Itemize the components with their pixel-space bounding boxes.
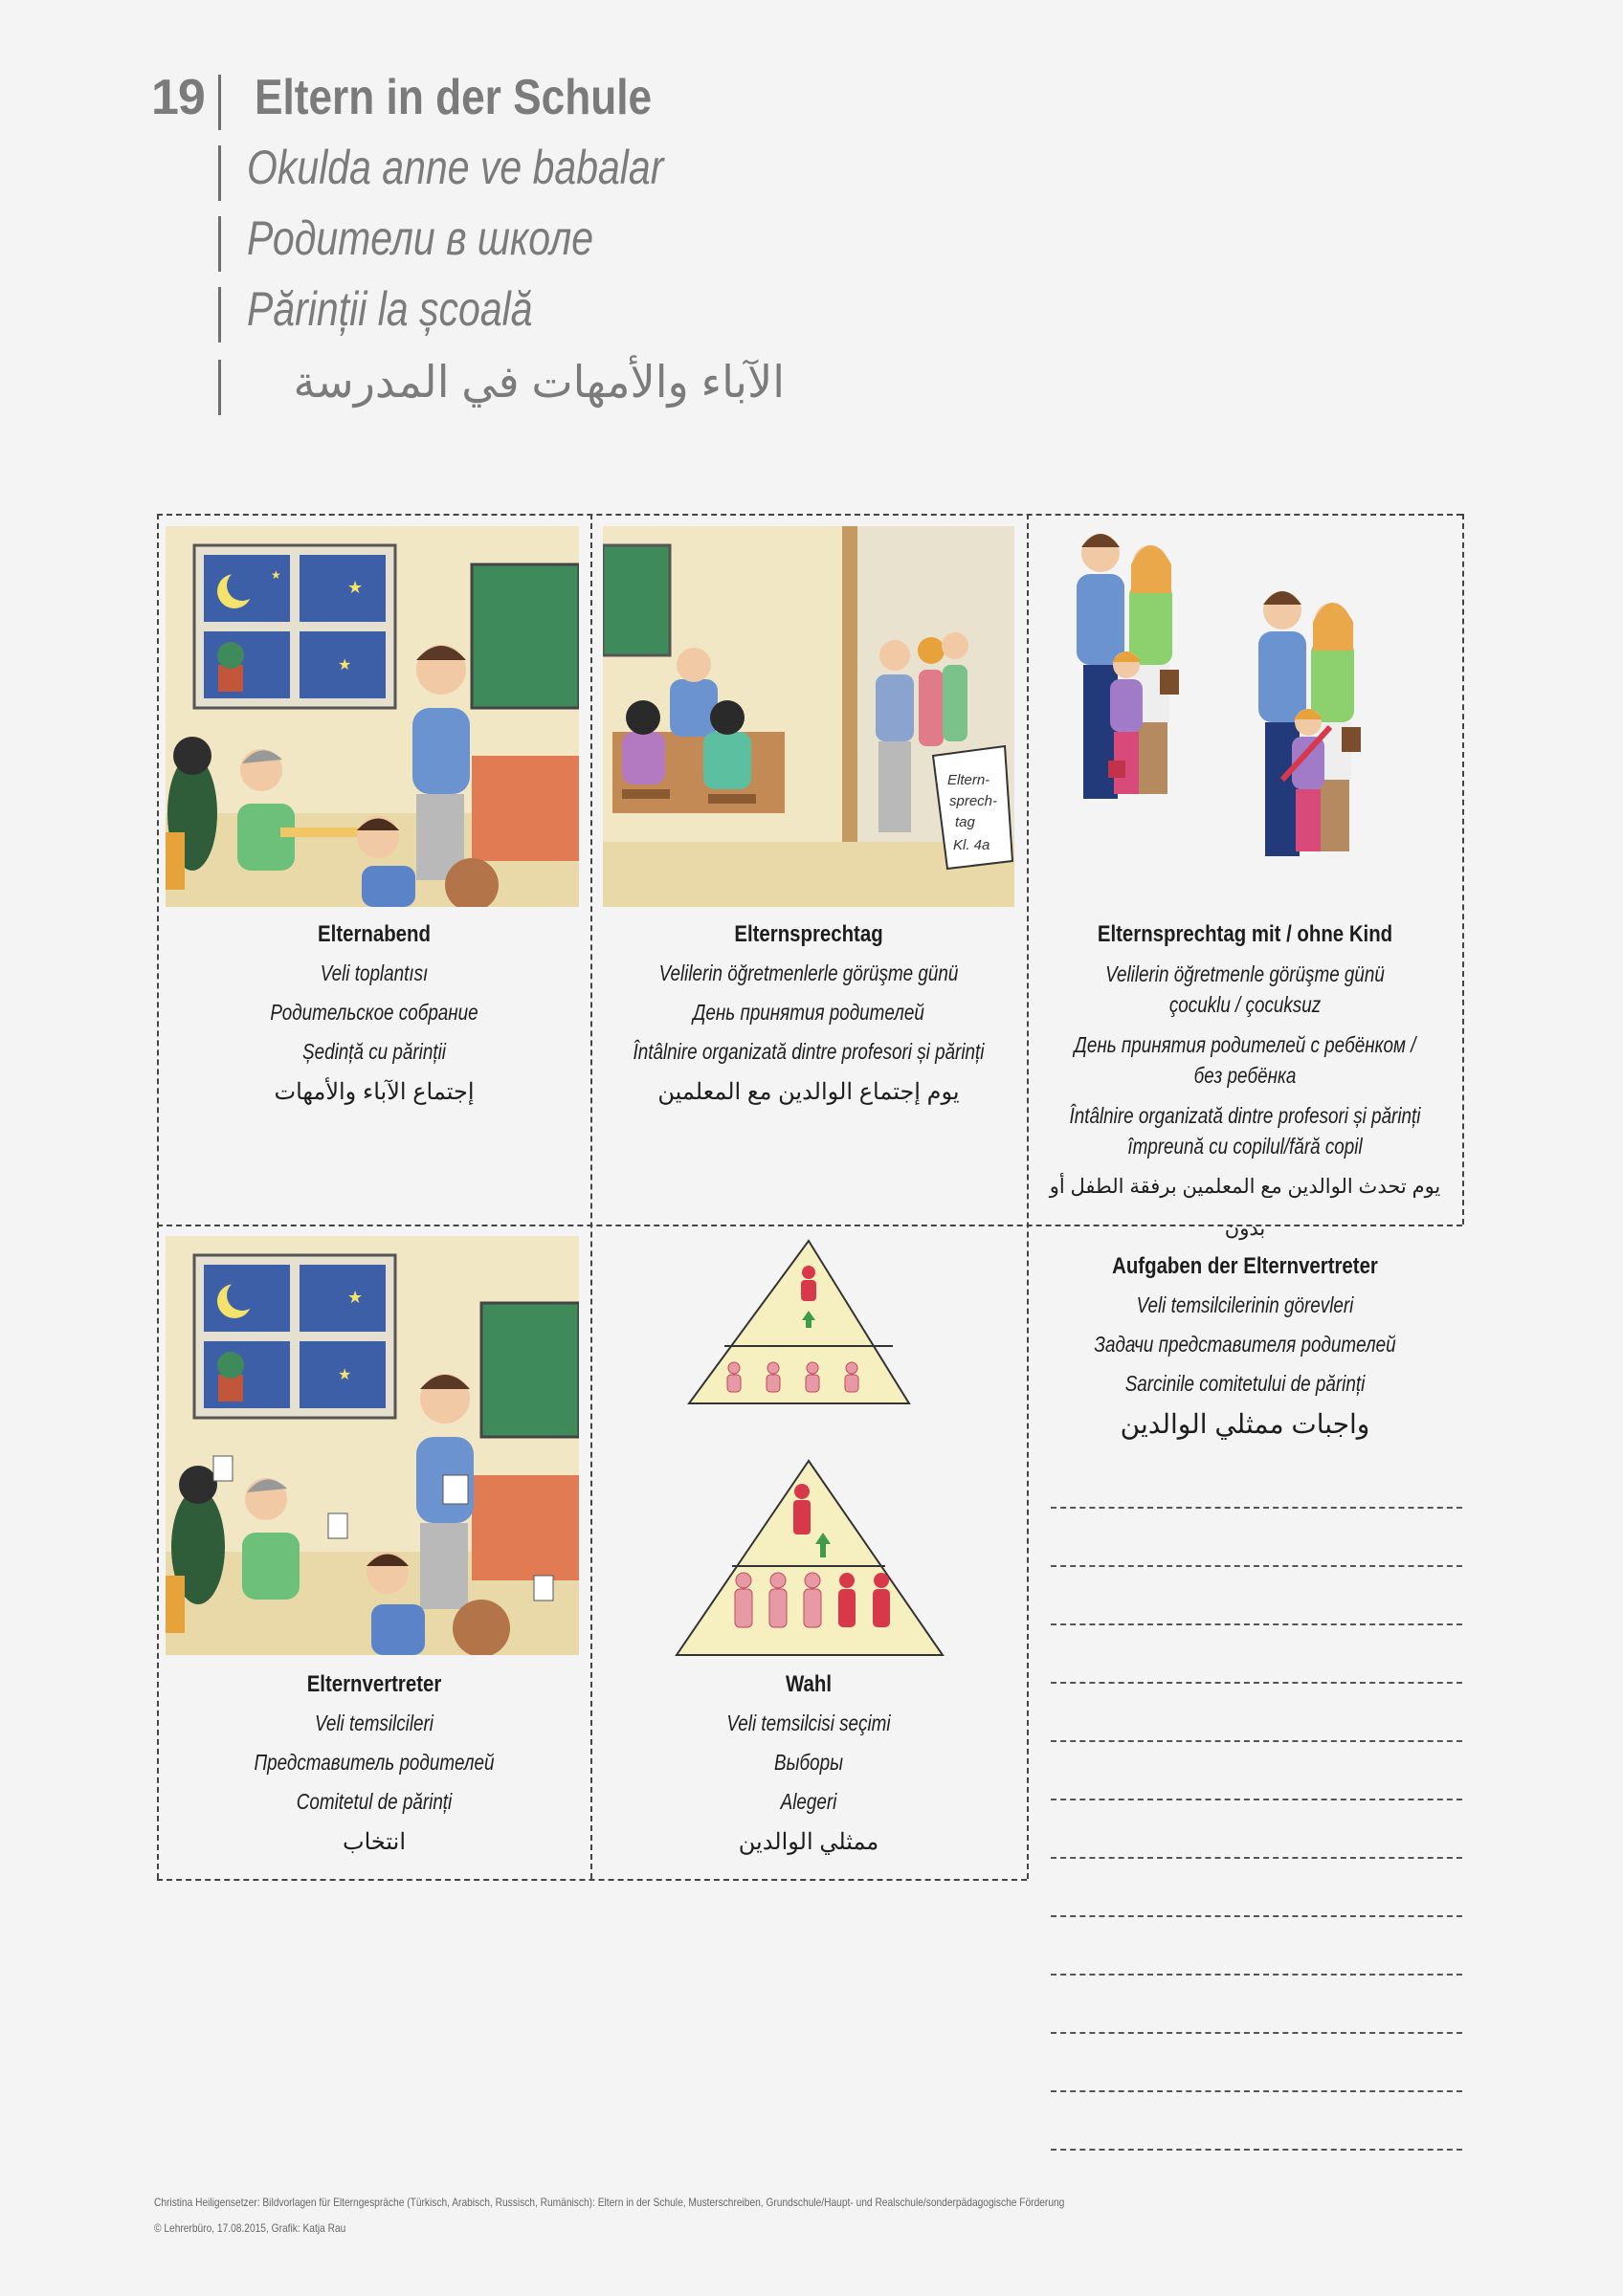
card-title: Aufgaben der Elternvertreter [1112,1253,1378,1279]
card-russian: Выборы [774,1750,843,1775]
card-romanian: Alegeri [780,1789,837,1814]
card-arabic: انتخاب [343,1829,406,1855]
subtitle-russian: Родители в школе [247,211,594,265]
card-title: Elternabend [318,921,431,947]
card-romanian-cont: împreună cu copilul/fără copil [1127,1134,1363,1159]
card-romanian: Ședință cu părinții [302,1039,446,1064]
writing-line [1051,2149,1462,2151]
card-arabic: يوم تحدث الوالدين مع المعلمين برفقة الطفل أو بدون [1049,1176,1441,1240]
writing-line [1051,1857,1462,1859]
card-title: Wahl [786,1671,832,1697]
card-parent-representatives [159,1666,589,1864]
writing-line [1051,1565,1462,1567]
title-divider [218,75,221,130]
subtitle-turkish: Okulda anne ve babalar [247,141,664,194]
card-parent-teacher-day-with-without-child [1029,916,1461,1250]
card-turkish: Veli temsilcileri [314,1711,434,1735]
card-russian: Задачи представителя родителей [1094,1332,1396,1357]
lesson-number: 19 [151,70,205,125]
title-divider [218,216,221,272]
card-romanian: Întâlnire organizată dintre profesori și părinți [633,1039,985,1064]
card-parent-teacher-day [592,916,1025,1114]
card-romanian: Sarcinile comitetului de părinți [1124,1371,1366,1396]
card-turkish: Velilerin öğretmenlerle görüşme günü [658,960,959,985]
svg-text:★: ★ [347,1288,364,1307]
writing-line [1051,1799,1462,1800]
svg-text:Kl. 4a: Kl. 4a [953,837,990,853]
writing-line [1051,2032,1462,2034]
card-russian-cont: без ребёнка [1193,1063,1297,1088]
writing-line [1051,1974,1462,1976]
card-russian: Родительское собрание [270,1000,478,1025]
illustration-parents-evening [166,526,579,907]
title-divider [218,145,221,201]
card-turkish: Veli temsilcisi seçimi [726,1711,891,1735]
svg-text:★: ★ [271,568,281,582]
card-turkish: Veli temsilcilerinin görevleri [1136,1292,1354,1317]
footer-citation: Christina Heiligensetzer: Bildvorlagen für Elterngespräche (Türkisch, Arabisch, Russisch, Rumänisch): Eltern in der Schule, Musterschreiben, Grundschule/Haupt- und Realschule/sonderpädagogische Förderung [154,2196,1065,2209]
svg-text:Eltern-: Eltern- [947,772,990,788]
grid-line [157,1879,1027,1881]
card-turkish-cont: çocuklu / çocuksuz [1168,992,1322,1017]
card-arabic: يوم إجتماع الوالدين مع المعلمين [657,1079,960,1105]
writing-line [1051,1740,1462,1742]
illustration-families-with-without-child [1072,526,1426,909]
card-arabic: واجبات ممثلي الوالدين [1120,1409,1370,1439]
footer-copyright: © Lehrerbüro, 17.08.2015, Grafik: Katja Rau [154,2221,346,2235]
writing-line [1051,1682,1462,1684]
writing-line [1051,1507,1462,1509]
card-title: Elternsprechtag mit / ohne Kind [1097,921,1393,947]
illustration-parent-representatives [166,1236,579,1655]
card-arabic: إجتماع الآباء والأمهات [274,1079,475,1105]
card-russian: День принятия родителей с ребёнком / [1074,1032,1416,1057]
card-arabic: ممثلي الوالدين [738,1829,879,1855]
subtitle-romanian: Părinții la școală [247,282,533,336]
svg-text:★: ★ [347,578,364,597]
svg-text:★: ★ [338,657,352,673]
card-romanian: Întâlnire organizată dintre profesori și părinți [1069,1103,1421,1128]
card-election [592,1666,1025,1864]
card-turkish: Velilerin öğretmenle görüşme günü [1105,961,1385,986]
card-russian: День принятия родителей [693,1000,924,1025]
card-turkish: Veli toplantısı [320,960,429,985]
illustration-parent-teacher-day [603,526,1014,907]
svg-text:tag: tag [955,814,975,830]
card-title: Elternsprechtag [734,921,883,947]
title-divider [218,360,221,415]
subtitle-arabic: الآباء والأمهات في المدرسة [293,357,785,407]
card-russian: Представитель родителей [254,1750,495,1775]
card-representative-tasks [1029,1247,1461,1446]
writing-line [1051,1623,1462,1625]
svg-text:sprech-: sprech- [949,793,998,809]
svg-text:★: ★ [338,1367,352,1383]
grid-line [157,514,1462,516]
card-parents-evening [159,916,589,1114]
illustration-election-pyramids [675,1236,952,1657]
card-romanian: Comitetul de părinți [296,1789,453,1814]
writing-line [1051,1915,1462,1917]
page-title: Eltern in der Schule [255,70,653,125]
title-divider [218,287,221,342]
grid-line [1462,514,1464,1225]
writing-line [1051,2090,1462,2092]
card-title: Elternvertreter [306,1671,442,1697]
